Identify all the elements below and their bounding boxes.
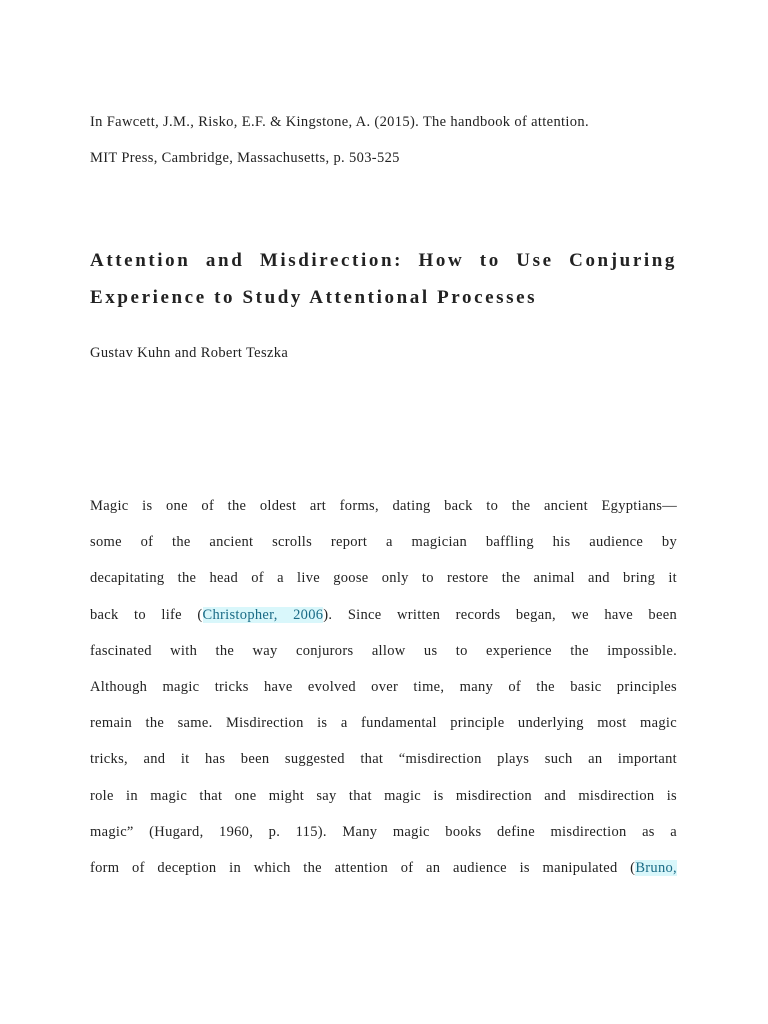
title-line-1: Attention and Misdirection: How to Use Conjuring xyxy=(90,250,677,271)
body-line xyxy=(90,850,677,886)
body-line: Although magic tricks have evolved over time, many of the basic principles xyxy=(90,678,677,695)
citation-line-2: MIT Press, Cambridge, Massachusetts, p. 503-525 xyxy=(90,150,400,166)
body-line: role in magic that one might say that magic is misdirection and misdirection is xyxy=(90,787,677,804)
body-line: Magic is one of the oldest art forms, dating back to the ancient Egyptians— xyxy=(90,498,677,514)
title-line-2: Experience to Study Attentional Processes xyxy=(90,287,538,308)
body-line: decapitating the head of a live goose only to restore the animal and bring it xyxy=(90,570,677,587)
body-line: some of the ancient scrolls report a magician baffling his audience by xyxy=(90,534,677,551)
body-line: fascinated with the way conjurors allow us to experience the impossible. xyxy=(90,642,677,659)
body-line: magic” (Hugard, 1960, p. 115). Many magic books define misdirection as a xyxy=(90,823,677,840)
citation-line-1: In Fawcett, J.M., Risko, E.F. & Kingstone, A. (2015). The handbook of attention. xyxy=(90,114,589,130)
chapter-title xyxy=(90,242,677,316)
citation-link-christopher-2006[interactable]: Christopher, 2006 xyxy=(202,606,324,623)
body-text-segment: form of deception in which the attention of an audience is manipulated ( xyxy=(90,859,636,876)
body-paragraph xyxy=(90,488,677,886)
body-line: tricks, and it has been suggested that “misdirection plays such an important xyxy=(90,751,677,768)
body-line: remain the same. Misdirection is a fundamental principle underlying most magic xyxy=(90,715,677,732)
source-citation xyxy=(90,104,677,176)
authors: Gustav Kuhn and Robert Teszka xyxy=(90,345,289,361)
body-text-segment: back to life ( xyxy=(90,606,203,623)
body-text-segment: ). Since written records began, we have been xyxy=(323,606,677,623)
body-line xyxy=(90,597,677,633)
citation-link-bruno[interactable]: Bruno, xyxy=(635,859,677,876)
